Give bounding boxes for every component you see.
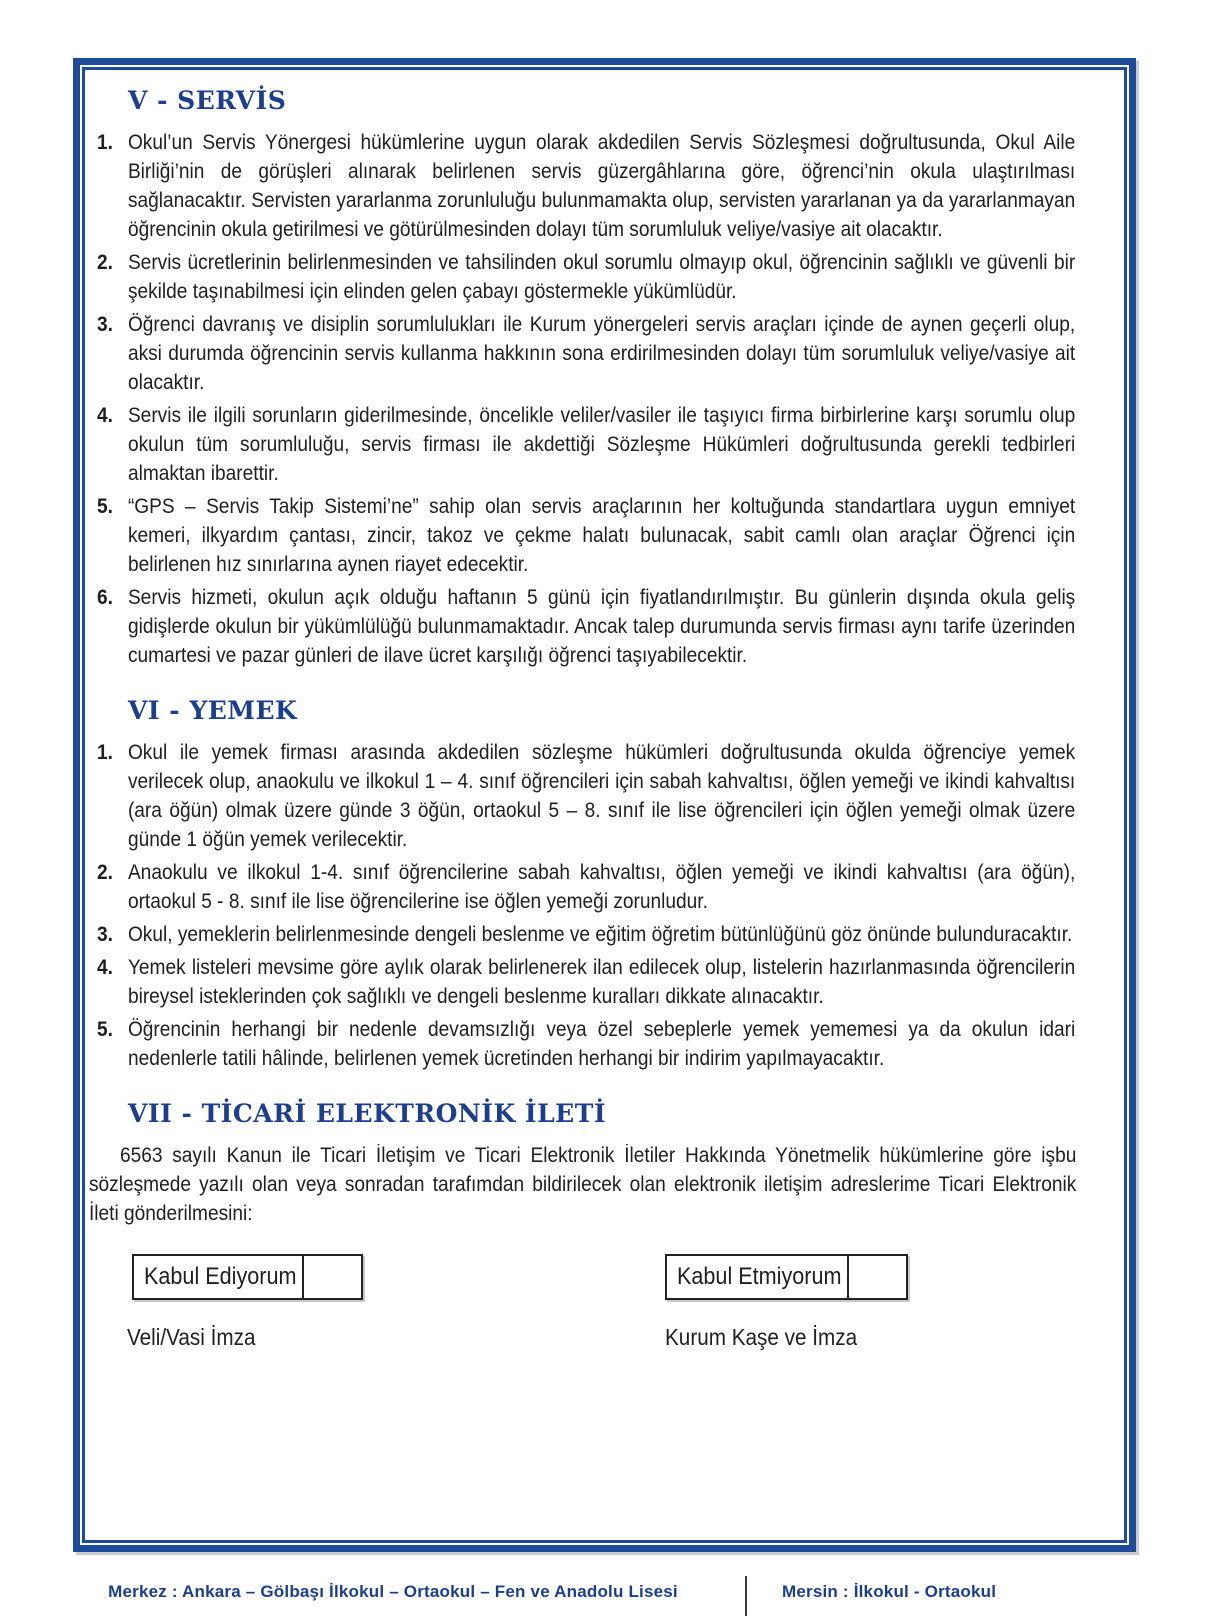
clause-item — [97, 248, 1075, 306]
footer-divider — [745, 1576, 747, 1616]
consent-reject-text: Kabul Etmiyorum — [677, 1263, 842, 1290]
clause-number: 1. — [97, 131, 113, 154]
clause-item — [97, 128, 1075, 244]
clause-item — [97, 858, 1075, 916]
clause-number: 5. — [97, 495, 113, 518]
clause-text: Öğrenci davranış ve disiplin sorumlulukları ile Kurum yönergeleri servis araçları içinde de aynen geçerli olup, aksi durumda öğrencinin servis kullanma hakkının sona erdirilmesinden dolayı tüm sorumluluk veliye/vasiye ait olacaktır. — [127, 313, 1076, 394]
clause-text: Okul ile yemek firması arasında akdedilen sözleşme hükümleri doğrultusunda okulda öğrenciye yemek verilecek olup, anaokulu ve ilkokul 1 – 4. sınıf öğrencileri için sabah kahvaltısı, öğlen yemeği ve ikindi kahvaltısı (ara öğün) olmak üzere günde 3 öğün, ortaokul 5 – 8. sınıf ile lise öğrencileri için öğlen yemeği olmak üzere günde 1 öğün yemek verilecektir. — [127, 741, 1076, 851]
clause-text: Anaokulu ve ilkokul 1-4. sınıf öğrencilerine sabah kahvaltısı, öğlen yemeği ve ikindi kahvaltısı (ara öğün), ortaokul 5 - 8. sınıf ile lise öğrencilerine ise öğlen yemeği zorunludur. — [127, 861, 1076, 913]
consent-accept-box[interactable] — [132, 1254, 363, 1300]
institution-stamp-signature-label: Kurum Kaşe ve İmza — [665, 1324, 858, 1350]
contract-content — [89, 70, 1077, 1356]
consent-reject-label — [667, 1256, 849, 1298]
clause-item — [97, 1015, 1075, 1073]
clause-item — [97, 583, 1075, 670]
clause-text: Servis ücretlerinin belirlenmesinden ve tahsilinden okul sorumlu olmayıp okul, öğrencinin sağlıklı ve güvenli bir şekilde taşınabilmesi için elinden gelen çabayı göstermekle yükümlüdür. — [127, 251, 1076, 303]
consent-accept-checkbox[interactable] — [304, 1256, 361, 1298]
clause-item — [97, 401, 1075, 488]
section-title-yemek: VI - YEMEK — [128, 696, 298, 725]
consent-accept-label — [134, 1256, 304, 1298]
section-title-ticari-elektronik-ileti: VII - TİCARİ ELEKTRONİK İLETİ — [128, 1099, 607, 1128]
section-title-servis: V - SERVİS — [128, 86, 287, 115]
clause-number: 1. — [97, 741, 113, 764]
clause-number: 4. — [97, 956, 113, 979]
signature-row — [97, 1324, 1075, 1356]
clause-number: 4. — [97, 404, 113, 427]
clause-item — [97, 953, 1075, 1011]
clause-number: 3. — [97, 313, 113, 336]
clause-text: Servis hizmeti, okulun açık olduğu haftanın 5 günü için fiyatlandırılmıştır. Bu günlerin dışında okula geliş gidişlerde okulun bir yükümlülüğü bulunmamaktadır. Ancak talep durumunda servis firması aynı tarife üzerinden cumartesi ve pazar günleri de ilave ücret karşılığı öğrenci taşıyabilecektir. — [127, 586, 1076, 667]
consent-accept-text: Kabul Ediyorum — [144, 1263, 297, 1290]
electronic-message-paragraph: 6563 sayılı Kanun ile Ticari İletişim ve Ticari Elektronik İletiler Hakkında Yönetmelik hükümlerine göre işbu sözleşmede yazılı olan veya sonradan tarafımdan bildirilecek olan elektronik iletişim adreslerime Ticari Elektronik İleti gönderilmesini: — [89, 1144, 1077, 1225]
clause-item — [97, 492, 1075, 579]
clause-text: Okul’un Servis Yönergesi hükümlerine uygun olarak akdedilen Servis Sözleşmesi doğrultusunda, Okul Aile Birliği’nin de görüşleri alınarak belirlenen servis güzergâhlarına göre, öğrenci’nin okula ulaştırılması sağlanacaktır. Servisten yararlanma zorunluluğu bulunmamakta olup, servisten yararlanan ya da yararlanmayan öğrencinin okula getirilmesi ve götürülmesinden dolayı tüm sorumluluk veliye/vasiye ait olacaktır. — [127, 131, 1076, 241]
guardian-signature-label: Veli/Vasi İmza — [127, 1324, 256, 1350]
clause-text: Yemek listeleri mevsime göre aylık olarak belirlenerek ilan edilecek olup, listelerin hazırlanmasında öğrencilerin bireysel isteklerinden çok sağlıklı ve dengeli beslenme kuralları dikkate alınacaktır. — [127, 956, 1076, 1008]
clause-text: Servis ile ilgili sorunların giderilmesinde, öncelikle veliler/vasiler ile taşıyıcı firma birbirlerine karşı sorumlu olup okulun tüm sorumluluğu, servis firması ile akdettiği Sözleşme Hükümleri doğrultusunda gerekli tedbirleri almaktan ibarettir. — [127, 404, 1076, 485]
clause-number: 6. — [97, 586, 113, 609]
footer-mersin-text: Mersin : İlkokul - Ortaokul — [782, 1582, 997, 1601]
clause-number: 3. — [97, 923, 113, 946]
clause-text: “GPS – Servis Takip Sistemi’ne” sahip olan servis araçlarının her koltuğunda standartlara uygun emniyet kemeri, ilkyardım çantası, zincir, takoz ve çekme halatı bulunacak, sabit camlı olan araçlar Öğrenci için belirlenen hız sınırlarına aynen riayet edecektir. — [127, 495, 1076, 576]
consent-reject-checkbox[interactable] — [849, 1256, 906, 1298]
clause-text: Öğrencinin herhangi bir nedenle devamsızlığı veya özel sebeplerle yemek yememesi ya da okulun idari nedenlerle tatili hâlinde, belirlenen yemek ücretinden herhangi bir indirim yapılmayacaktır. — [127, 1018, 1076, 1070]
clause-item — [97, 310, 1075, 397]
clause-number: 2. — [97, 251, 113, 274]
footer-merkez-text: Merkez : Ankara – Gölbaşı İlkokul – Ortaokul – Fen ve Anadolu Lisesi — [108, 1582, 678, 1601]
clause-text: Okul, yemeklerin belirlenmesinde dengeli beslenme ve eğitim öğretim bütünlüğünü göz önünde bulunduracaktır. — [127, 923, 1073, 946]
consent-reject-box[interactable] — [665, 1254, 908, 1300]
clause-item — [97, 738, 1075, 854]
consent-row — [97, 1254, 1075, 1300]
clause-item — [97, 920, 1075, 949]
clause-number: 5. — [97, 1018, 113, 1041]
clause-number: 2. — [97, 861, 113, 884]
